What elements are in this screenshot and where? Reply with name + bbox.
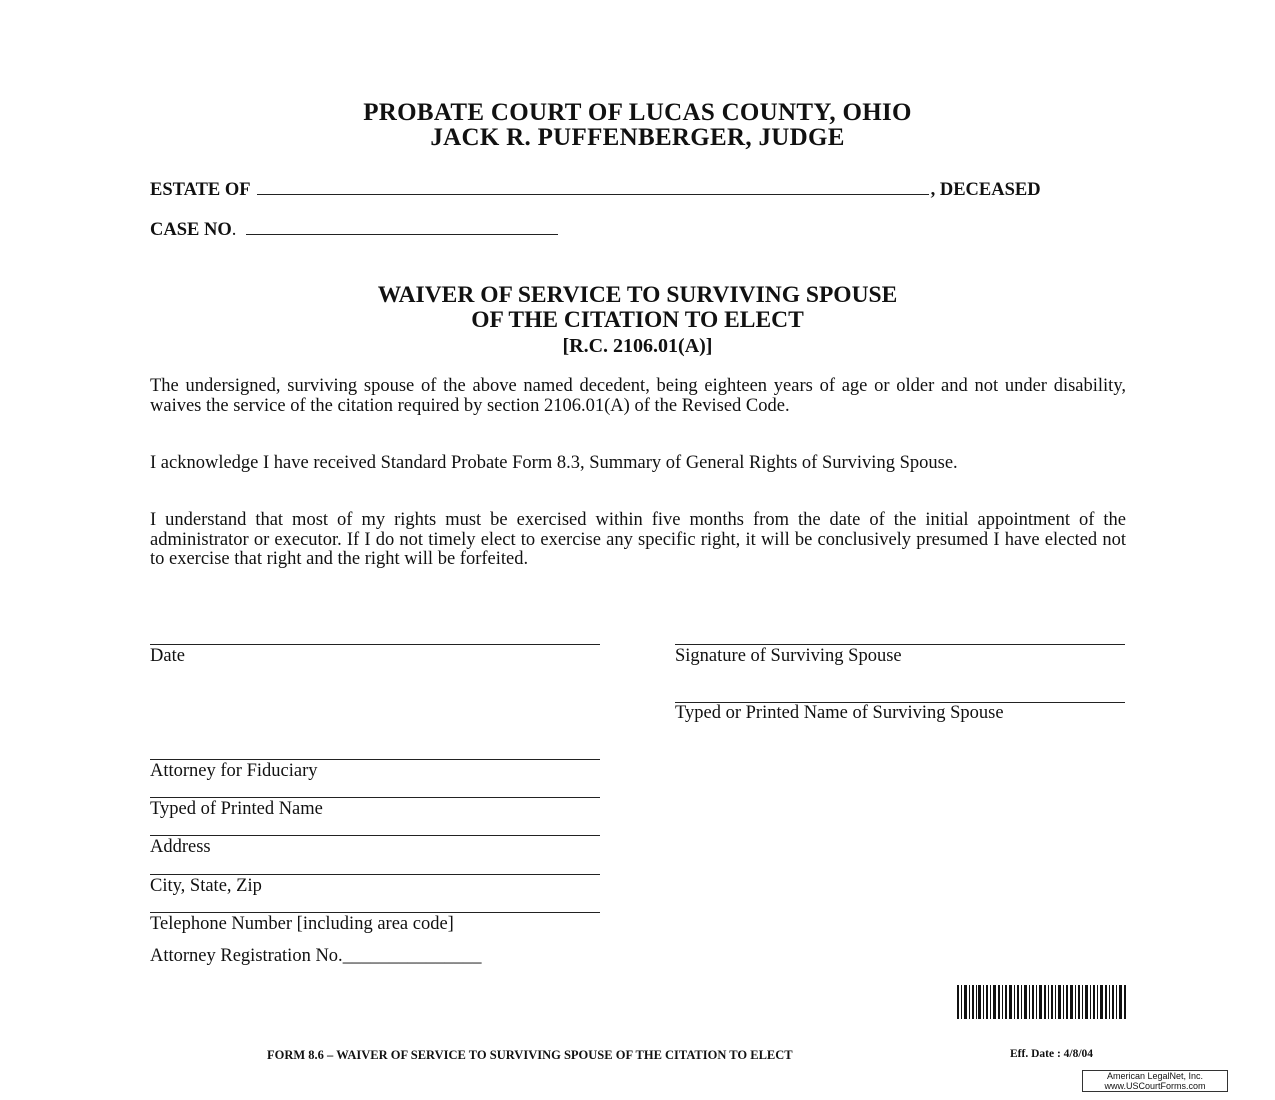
publisher-website: www.USCourtForms.com [1104, 1080, 1206, 1091]
attorney-name-label: Typed of Printed Name [150, 799, 323, 819]
judge-name: JACK R. PUFFENBERGER, JUDGE [430, 124, 845, 151]
attorney-address-label: Address [150, 837, 211, 857]
attorney-phone-field[interactable] [150, 912, 600, 913]
case-number-field[interactable] [246, 220, 558, 235]
spouse-printed-name-label: Typed or Printed Name of Surviving Spouse [675, 703, 1004, 723]
attorney-registration-row [150, 946, 481, 967]
statute-reference: [R.C. 2106.01(A)] [562, 335, 713, 357]
estate-name-field[interactable] [257, 180, 929, 195]
case-label-punct: . [231, 220, 237, 240]
spouse-signature-label: Signature of Surviving Spouse [675, 646, 902, 666]
case-label: CASE NO [150, 220, 232, 240]
date-field[interactable] [150, 644, 600, 645]
barcode-icon [957, 985, 1127, 1019]
spouse-signature-field[interactable] [675, 644, 1125, 645]
estate-label: ESTATE OF [150, 180, 251, 200]
footer-effective-date: Eff. Date : 4/8/04 [1010, 1048, 1094, 1060]
case-row [150, 220, 558, 241]
rights-paragraph: I understand that most of my rights must be exercised within five months from the date of the initial appointment of the administrator or executor. If I do not timely elect to exercise any specific right, it will be conclusively presumed I have elected not to exercise that right and the right will be forfeited. [150, 510, 1126, 569]
attorney-city-label: City, State, Zip [150, 876, 262, 896]
document-title-line1: WAIVER OF SERVICE TO SURVIVING SPOUSE [377, 282, 898, 308]
publisher-badge [1082, 1070, 1228, 1092]
attorney-label: Attorney for Fiduciary [150, 761, 318, 781]
attorney-address-field[interactable] [150, 835, 600, 836]
publisher-name: American LegalNet, Inc. [1106, 1071, 1204, 1081]
attorney-registration-field[interactable]: _______________ [342, 946, 482, 966]
attorney-registration-label: Attorney Registration No. [150, 946, 343, 966]
document-title-line2: OF THE CITATION TO ELECT [471, 307, 804, 333]
deceased-label: , DECEASED [930, 180, 1041, 200]
date-label: Date [150, 646, 185, 666]
attorney-name-field[interactable] [150, 797, 600, 798]
court-name: PROBATE COURT OF LUCAS COUNTY, OHIO [363, 99, 912, 126]
acknowledgement-paragraph: I acknowledge I have received Standard Probate Form 8.3, Summary of General Rights of Surviving Spouse. [150, 453, 958, 473]
footer-form-title: FORM 8.6 – WAIVER OF SERVICE TO SURVIVING SPOUSE OF THE CITATION TO ELECT [267, 1048, 793, 1062]
waiver-paragraph: The undersigned, surviving spouse of the above named decedent, being eighteen years of age or older and not under disability, waives the service of the citation required by section 2106.01(A) of the Revised Code. [150, 376, 1126, 416]
attorney-phone-label: Telephone Number [including area code] [150, 914, 454, 934]
attorney-signature-field[interactable] [150, 759, 600, 760]
estate-row [150, 180, 1120, 201]
attorney-city-field[interactable] [150, 874, 600, 875]
